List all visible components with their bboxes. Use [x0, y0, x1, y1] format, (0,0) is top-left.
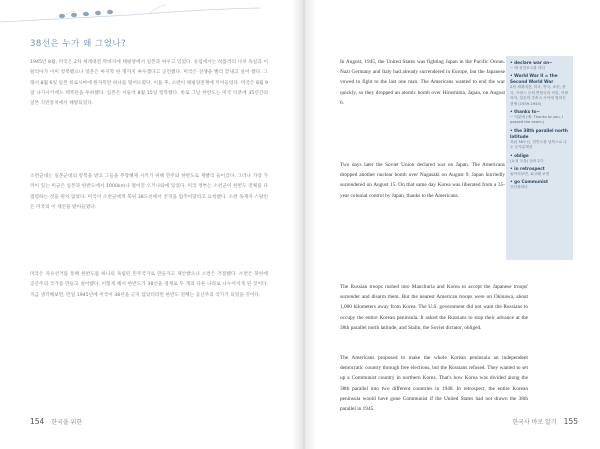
section-title: 38선은 누가 왜 그었나?	[30, 39, 127, 49]
english-paragraph-2-text: Two days later the Soviet Union declared war on Japan. The Americans dropped another nuclear bomb over Nagasaki on August 9. Japan hurriedly surrendered on August 15. On that same day Korea was liberated from a 35-year colonial control by Japan, thanks to the Americans.	[340, 162, 505, 199]
vocab-definition: ~ 덕분에 (예: Thanks to you, I passed the exam.)	[510, 115, 564, 125]
korean-paragraph-3: 미국은 자유선거를 통해 한반도를 하나의 독립된 민주국가로 만들자고 제안했으나 소련은 거절했다. 소련은 북한에 공산주의 국가를 만들고 싶어했다. 이렇게 해서 한반도가 38선을 경계로 두 개의 다른 나라로 나누어지게 된 것이다. 지금 생각해보면, 만일 1945년에 미국이 38선을 긋지 않았더라면 한반도 전체는 공산주의 국가가 되었을 것이다.	[30, 272, 268, 298]
running-footer-left: 한국을 위한	[51, 419, 83, 426]
korean-paragraph-2: 소련군대는 일본군대의 항복을 받고 그들을 무장해제 시키기 위해 만주와 한반도로 재빨리 들어갔다. 그러나 가장 가까이 있는 미군은 일본과 한반도에서 1000km나 떨어진 오키나와에 있었다. 미국 정부는 소련군이 한반도 전체를 다 점령하는 것을 원치 않았다. 미국이 소련군에게 북위 38도선에서 진격을 멈추어달라고 요청했다. 소련 독재자 스탈린은 미국의 이 제안을 받아들였다.	[30, 174, 268, 210]
right-page-footer	[512, 417, 578, 426]
vocab-item	[510, 128, 569, 151]
english-paragraph-1	[340, 57, 505, 108]
vocab-term: • oblige	[510, 152, 529, 158]
vocab-item	[510, 153, 569, 164]
english-paragraph-3-text: The Russian troops rushed into Manchuria and Korea to accept the Japanese troops' surrender and disarm them. But the nearest American troops were on Okinawa, about 1,000 kilometers away from Korea. The U.S. government did not want the Russians to occupy the entire Korean peninsula. It asked the Russians to stop their advance at the 38th parallel north latitude, and Stalin, the Soviet dictator, obliged.	[340, 284, 528, 331]
english-paragraph-4-text: The Americans proposed to make the whole Korean peninsula an independent democratic country through free elections, but the Russians refused. They wanted to set up a Communist country in northern Korea. That's how Korea was divided along the 38th parallel into two different countries in 1948. In retrospect, the entire Korean peninsula would have gone Communist if the United States had not drawn the 38th parallel in 1945.	[340, 355, 528, 413]
vocab-definition: 2차 세계대전, 미국, 영국, 소련, 중국, 프랑스 등의 연합국과 독일, 이탈리아, 일본의 추축국 사이에 벌어진 전쟁 (1939-1945)	[510, 85, 569, 106]
vocab-item	[510, 179, 569, 190]
vocab-term: • in retrospect	[510, 166, 545, 172]
vocab-definition: 북위 38도선, 한반도를 남북으로 나눈 군사분계선	[510, 139, 567, 150]
korean-paragraph-1: 1945년 8월, 미국은 2차 세계대전 막바지에 태평양에서 일본과 싸우고 있었다. 유럽에서는 히틀러의 나치 독일과 이탈리아가 이미 항복했으나 일본은 마지막 한 명까지 싸우겠다고 공언했다. 미국은 전쟁을 빨리 끝내고 싶어 했다. 그래서 8월 6일 일본 히로시마에 원자폭탄 하나를 떨어뜨렸다. 이틀 후, 소련이 태평양전쟁에 끼어들었다. 미국은 8월 9일 나가사키에도 핵폭탄을 투하했다. 일본은 서둘러 8월 15일 항복했다. 바로 그날 한반도는 미국 덕분에 35년간의 일본 식민통치에서 해방되었다.	[30, 60, 268, 107]
english-paragraph-3	[340, 282, 528, 333]
vocab-item	[510, 166, 569, 177]
vocab-term: • the 38th parallel north latitude	[510, 127, 568, 139]
english-paragraph-2	[340, 160, 505, 201]
english-paragraph-4	[340, 353, 528, 414]
english-paragraph-1-text: In August, 1945, the United States was fighting Japan in the Pacific Ocean. Nazi Germany and Italy had already surrendered in Europe, but the Japanese vowed to fight to the last one man. The Americans wanted to end the war quickly, so they dropped an atomic bomb over Hiroshima, Japan, on August 6.	[340, 59, 505, 106]
left-page-footer	[30, 417, 82, 426]
vocab-term: • thanks to~	[510, 109, 541, 115]
vocab-item	[510, 109, 569, 126]
vocabulary-box	[506, 56, 573, 260]
vocab-definition: 돌이켜보면, 회고해 보면	[510, 172, 550, 177]
vocab-definition: ~ 에 선전포고를 하다	[510, 66, 546, 70]
branch-birds-illustration	[0, 0, 300, 34]
vocab-definition: (요청 등을) 들어주다	[510, 158, 544, 163]
book-gutter	[292, 0, 316, 449]
vocab-term: • declare war on~	[510, 60, 553, 65]
page-number-left: 154	[30, 417, 45, 426]
vocab-term: • World War II = the Second World War	[510, 73, 558, 85]
vocab-definition: 공산화되다	[510, 185, 528, 190]
vocab-item	[510, 60, 569, 71]
vocab-term: • go Communist	[510, 179, 549, 185]
vocab-item	[510, 73, 569, 107]
running-footer-right: 한국사 바로 알기	[512, 419, 557, 426]
page-number-right: 155	[563, 417, 578, 426]
